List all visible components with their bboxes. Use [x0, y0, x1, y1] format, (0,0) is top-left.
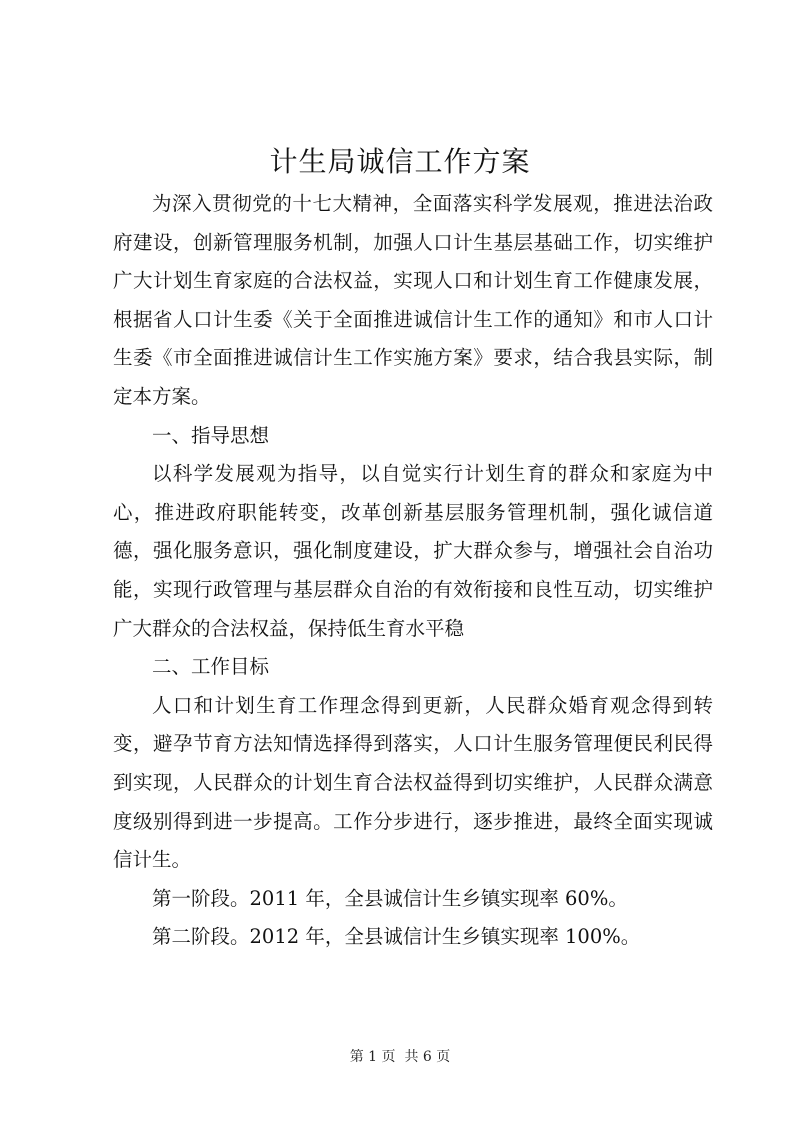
section-heading-guiding-ideology: 一、指导思想 — [152, 423, 270, 447]
section-heading-work-goals: 二、工作目标 — [152, 655, 270, 679]
phase-one-paragraph: 第一阶段。2011 年，全县诚信计生乡镇实现率 60%。 — [152, 886, 628, 910]
page-number: 第 1 页 共 6 页 — [349, 1049, 451, 1065]
page-footer — [0, 1046, 800, 1066]
work-goals-paragraph: 人口和计划生育工作理念得到更新，人民群众婚育观念得到转变，避孕节育方法知情选择得到落实，人口计生服务管理便民利民得到实现，人民群众的计划生育合法权益得到切实维护，人民群众满意度级别得到进一步提高。工作分步进行，逐步推进，最终全面实现诚信计生。 — [113, 693, 713, 872]
intro-paragraph: 为深入贯彻党的十七大精神，全面落实科学发展观，推进法治政府建设，创新管理服务机制，加强人口计生基层基础工作，切实维护广大计划生育家庭的合法权益，实现人口和计划生育工作健康发展，根据省人口计生委《关于全面推进诚信计生工作的通知》和市人口计生委《市全面推进诚信计生工作实施方案》要求，结合我县实际，制定本方案。 — [113, 192, 713, 408]
guiding-ideology-paragraph: 以科学发展观为指导，以自觉实行计划生育的群众和家庭为中心，推进政府职能转变，改革创新基层服务管理机制，强化诚信道德，强化服务意识，强化制度建设，扩大群众参与，增强社会自治功能，实现行政管理与基层群众自治的有效衔接和良性互动，切实维护广大群众的合法权益，保持低生育水平稳 — [113, 462, 713, 640]
phase-two-paragraph: 第二阶段。2012 年，全县诚信计生乡镇实现率 100%。 — [152, 925, 641, 949]
document-body — [113, 185, 713, 957]
document-title: 计生局诚信工作方案 — [269, 145, 531, 178]
